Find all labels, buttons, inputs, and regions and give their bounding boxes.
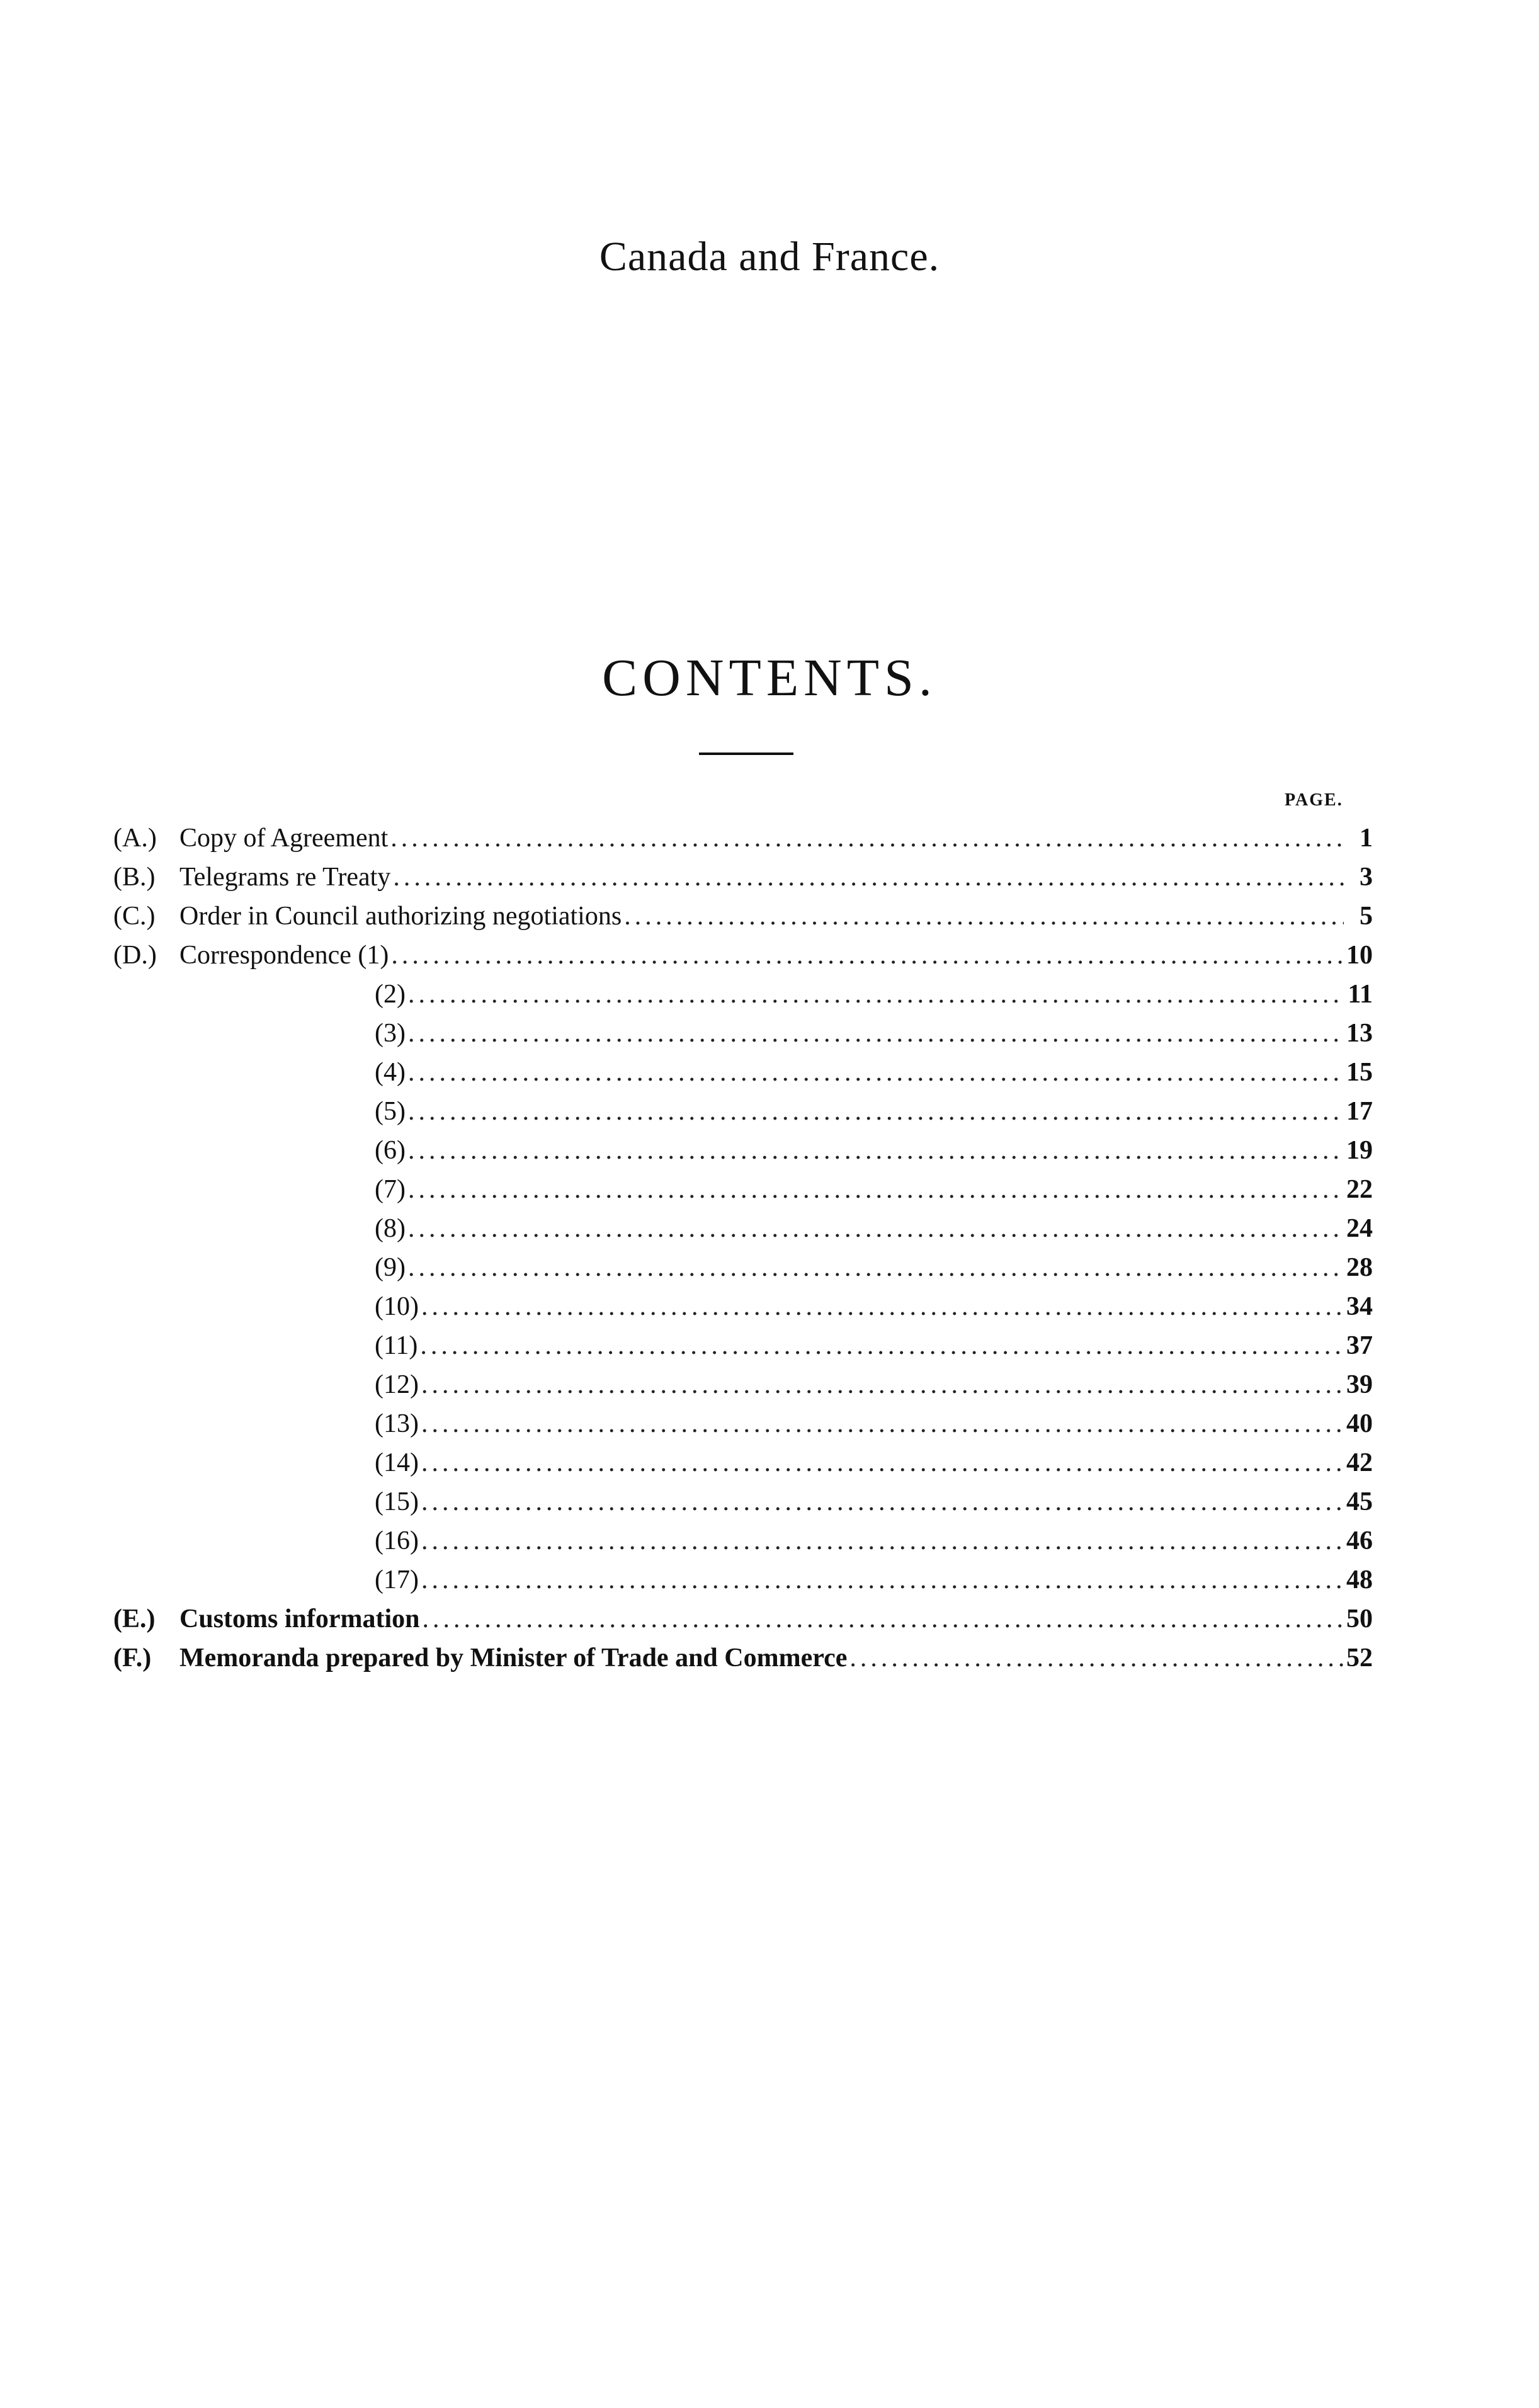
toc-entry-page: 3 (1360, 863, 1373, 892)
toc-entry-label: (8) (375, 1214, 406, 1243)
toc-entry (0, 1365, 1539, 1404)
page-column-header: PAGE. (1285, 790, 1343, 810)
toc-entry-page: 11 (1348, 980, 1373, 1009)
toc-entry-label: (7) (375, 1175, 406, 1204)
toc-entry (0, 1521, 1539, 1560)
dot-leader (421, 1443, 1344, 1482)
toc-entry-page: 34 (1346, 1292, 1373, 1321)
toc-entry (0, 1287, 1539, 1326)
toc-entry-prefix: (C.) (113, 902, 156, 931)
toc-entry-label: (15) (375, 1487, 419, 1516)
toc-entry-label: Copy of Agreement (179, 824, 389, 853)
document-title: Canada and France. (599, 234, 940, 280)
toc-entry-label: (5) (375, 1097, 406, 1126)
toc-entry-page: 28 (1346, 1253, 1373, 1282)
dot-leader (408, 1053, 1344, 1092)
dot-leader (420, 1326, 1344, 1365)
toc-entry (0, 1560, 1539, 1599)
toc-entry-prefix: (B.) (113, 863, 156, 892)
toc-entry-label: (17) (375, 1565, 419, 1594)
toc-entry-label: (4) (375, 1058, 406, 1087)
toc-entry (0, 1326, 1539, 1365)
toc-entry-label: (3) (375, 1019, 406, 1048)
toc-entry-page: 40 (1346, 1409, 1373, 1438)
dot-leader (421, 1482, 1344, 1521)
toc-entry-label: (13) (375, 1409, 419, 1438)
toc-entry-page: 45 (1346, 1487, 1373, 1516)
toc-entry (0, 975, 1539, 1014)
toc-entry-page: 50 (1346, 1604, 1373, 1633)
toc-entry-prefix: (F.) (113, 1644, 152, 1673)
dot-leader (421, 1365, 1344, 1404)
toc-entry-page: 19 (1346, 1136, 1373, 1165)
toc-entry-prefix: (D.) (113, 941, 157, 970)
toc-entry-label: (12) (375, 1370, 419, 1399)
toc-entry-prefix: (A.) (113, 824, 157, 853)
dot-leader (391, 936, 1344, 975)
toc-entry-label: (14) (375, 1448, 419, 1477)
dot-leader (421, 1287, 1344, 1326)
dot-leader (849, 1638, 1344, 1678)
toc-entry (0, 1638, 1539, 1678)
toc-entry (0, 1443, 1539, 1482)
toc-entry-label: (10) (375, 1292, 419, 1321)
toc-entry (0, 1209, 1539, 1248)
toc-entry-page: 1 (1360, 824, 1373, 853)
toc-entry-page: 5 (1360, 902, 1373, 931)
toc-entry (0, 1131, 1539, 1170)
toc-entry (0, 1014, 1539, 1053)
toc-entry-label: Correspondence (1) (179, 941, 389, 970)
toc-entry-page: 24 (1346, 1214, 1373, 1243)
heading-divider (699, 752, 793, 755)
toc-entry (0, 936, 1539, 975)
contents-heading: CONTENTS. (602, 649, 937, 707)
toc-entry (0, 1404, 1539, 1443)
toc-entry-page: 17 (1346, 1097, 1373, 1126)
toc-entry-page: 42 (1346, 1448, 1373, 1477)
toc-entry-page: 15 (1346, 1058, 1373, 1087)
dot-leader (421, 1521, 1344, 1560)
toc-entry (0, 1482, 1539, 1521)
toc-entry-page: 37 (1346, 1331, 1373, 1360)
dot-leader (408, 1170, 1344, 1209)
toc-entry-label: Customs information (179, 1604, 420, 1633)
dot-leader (408, 1209, 1344, 1248)
toc-entry-label: Order in Council authorizing negotiations (179, 902, 622, 931)
dot-leader (408, 1248, 1344, 1287)
toc-entry (0, 1053, 1539, 1092)
toc-entry-label: (6) (375, 1136, 406, 1165)
dot-leader (408, 1131, 1344, 1170)
toc-entry (0, 858, 1539, 897)
dot-leader (624, 897, 1344, 936)
dot-leader (421, 1404, 1344, 1443)
dot-leader (393, 858, 1344, 897)
dot-leader (423, 1599, 1344, 1638)
toc-entry (0, 1248, 1539, 1287)
toc-entry-label: (11) (375, 1331, 418, 1360)
toc-entry-label: (9) (375, 1253, 406, 1282)
dot-leader (408, 975, 1344, 1014)
toc-entry-page: 13 (1346, 1019, 1373, 1048)
toc-entry-prefix: (E.) (113, 1604, 156, 1633)
toc-entry-page: 48 (1346, 1565, 1373, 1594)
toc-entry-label: (16) (375, 1526, 419, 1555)
toc-entry-page: 52 (1346, 1644, 1373, 1673)
toc-entry-page: 46 (1346, 1526, 1373, 1555)
dot-leader (408, 1092, 1344, 1131)
dot-leader (421, 1560, 1344, 1599)
toc-entry (0, 1599, 1539, 1638)
toc-entry-label: (2) (375, 980, 406, 1009)
toc-entry (0, 897, 1539, 936)
toc-entry-label: Telegrams re Treaty (179, 863, 391, 892)
dot-leader (408, 1014, 1344, 1053)
dot-leader (390, 819, 1344, 858)
toc-entry (0, 1170, 1539, 1209)
toc-entry-page: 10 (1346, 941, 1373, 970)
toc-entry-page: 39 (1346, 1370, 1373, 1399)
toc-entry (0, 1092, 1539, 1131)
toc-entry-page: 22 (1346, 1175, 1373, 1204)
toc-entry-label: Memoranda prepared by Minister of Trade and Commerce (179, 1644, 848, 1673)
toc-entry (0, 819, 1539, 858)
